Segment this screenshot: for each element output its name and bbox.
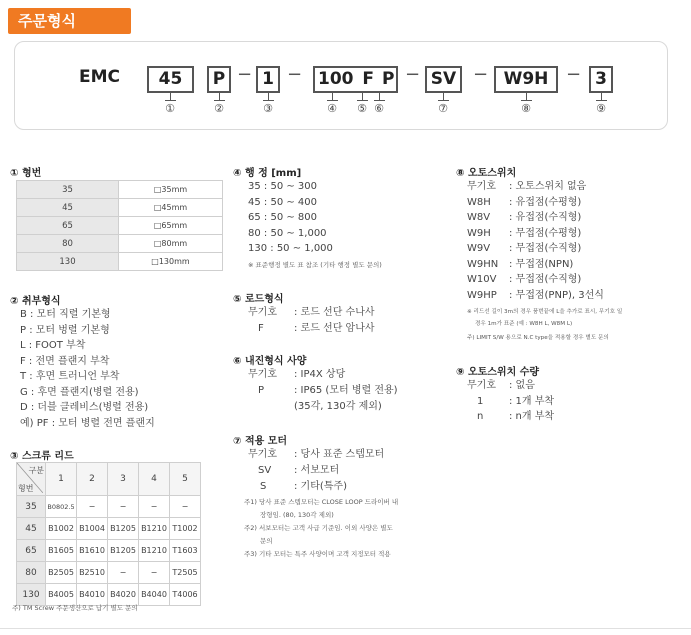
- cell: T1603: [170, 540, 201, 562]
- list-item: L : FOOT 부착: [20, 340, 86, 351]
- code-part-stroke: 100: [318, 69, 354, 89]
- marker-9: ⑨: [596, 102, 606, 115]
- row-key: 130: [17, 584, 46, 606]
- list-item: 65 : 50 ∼ 800: [248, 212, 317, 223]
- list-item: 35 : 50 ∼ 300: [248, 181, 317, 192]
- cell: B0802.5: [46, 496, 77, 518]
- code-part-protection: P: [381, 69, 395, 89]
- size-key: 35: [17, 181, 119, 199]
- list-item: W8H : 유접점(수평형): [467, 196, 582, 208]
- cell: B2510: [77, 562, 108, 584]
- code-prefix: EMC: [79, 67, 121, 87]
- row-key: 35: [17, 496, 46, 518]
- list-item: F : 로드 선단 암나사: [258, 323, 375, 334]
- list-item: G : 후면 플랜지(병렬 전용): [20, 386, 139, 398]
- list-item: 45 : 50 ∼ 400: [248, 196, 317, 208]
- cell: −: [77, 496, 108, 518]
- motor-list: [248, 447, 384, 495]
- motor-heading: ⑦ 적용 모터: [233, 436, 288, 447]
- protection-heading: ⑥ 내진형식 사양: [233, 356, 307, 367]
- cell: −: [108, 562, 139, 584]
- list-item: 예) PF : 모터 병렬 전면 플랜지: [20, 417, 155, 429]
- lead-note: 주) TM Screw 주문생산으로 납기 별도 문의: [12, 604, 138, 612]
- cell: B4040: [139, 584, 170, 606]
- cell: B4010: [77, 584, 108, 606]
- motor-notes: [244, 496, 398, 561]
- list-item: n : n개 부착: [477, 411, 555, 422]
- marker-8: ⑧: [521, 102, 531, 115]
- code-part-motor: SV: [425, 66, 462, 93]
- note-line: 주3) 기타 모터는 특주 사양이며 고객 지정모터 적용: [244, 550, 391, 558]
- section-title: 주문형식: [8, 8, 131, 34]
- lead-table: [16, 462, 201, 606]
- size-table: [16, 180, 223, 271]
- list-item: T : 후면 트러니언 부착: [20, 371, 120, 382]
- list-item: W9V : 무접점(수직형): [467, 243, 582, 254]
- table-header-row: [17, 463, 201, 496]
- note-line: 주2) 서보모터는 고객 사급 기준임. 이외 사양은 별도: [244, 524, 393, 532]
- list-item: P : 모터 벙렬 기본형: [20, 324, 110, 336]
- list-item: 무기호 : 로드 선단 수나사: [248, 307, 375, 318]
- protection-list: [248, 367, 398, 415]
- cell: B1004: [77, 518, 108, 540]
- stroke-note: ※ 표준행정 별도 표 참조 (기타 행정 별도 문의): [248, 261, 382, 269]
- corner-cell: [17, 463, 46, 496]
- cell: T1002: [170, 518, 201, 540]
- cell: −: [108, 496, 139, 518]
- cell: B1205: [108, 518, 139, 540]
- lead-heading: ③ 스크류 리드: [10, 451, 74, 462]
- table-row: [17, 518, 201, 540]
- cell: B1205: [108, 540, 139, 562]
- code-dash: −: [405, 64, 421, 85]
- cell: −: [170, 496, 201, 518]
- switch-qty-heading: ⑨ 오토스위치 수량: [456, 367, 540, 378]
- cell: T4006: [170, 584, 201, 606]
- cell: B1210: [139, 540, 170, 562]
- note-line: 장형임. (80, 130각 제외): [260, 511, 334, 519]
- table-row: [17, 496, 201, 518]
- col-header: 1: [46, 463, 77, 496]
- row-key: 65: [17, 540, 46, 562]
- bottom-divider: [0, 628, 691, 629]
- switch-qty-list: [467, 378, 554, 425]
- size-key: 80: [17, 235, 119, 253]
- size-key: 45: [17, 199, 119, 217]
- corner-top: 구분: [28, 466, 44, 475]
- rod-list: [248, 305, 375, 337]
- row-key: 80: [17, 562, 46, 584]
- table-row: [17, 235, 223, 253]
- switch-list: [467, 179, 604, 303]
- size-value: □35mm: [119, 181, 223, 199]
- col-header: 4: [139, 463, 170, 496]
- corner-bottom: 형번: [18, 484, 34, 493]
- marker-3: ③: [263, 102, 273, 115]
- table-row: [17, 199, 223, 217]
- size-key: 130: [17, 253, 119, 271]
- code-part-stroke-group: [313, 66, 398, 93]
- cell: B1605: [46, 540, 77, 562]
- stroke-list: [248, 179, 333, 257]
- table-row: [17, 540, 201, 562]
- marker-1: ①: [165, 102, 175, 115]
- list-item: (35각, 130각 제외): [294, 401, 382, 412]
- note-line: 주) LIMIT S/W 용으로 N.C type을 적용할 경우 별도 문의: [467, 335, 609, 341]
- table-row: [17, 217, 223, 235]
- col-header: 3: [108, 463, 139, 496]
- list-item: 130 : 50 ∼ 1,000: [248, 243, 333, 254]
- list-item: W9HN : 무접점(NPN): [467, 258, 574, 270]
- size-value: □65mm: [119, 217, 223, 235]
- note-line: 경우 1m가 표준 (예 : W8H L, W8M L): [475, 321, 573, 327]
- note-line: ※ 리드선 길이 3m의 경우 품번끝에 L을 추가로 표시, 무기호 일: [467, 309, 623, 315]
- order-code-box: [14, 41, 668, 130]
- code-dash: −: [237, 64, 253, 85]
- size-value: □45mm: [119, 199, 223, 217]
- code-part-lead: 1: [256, 66, 280, 93]
- code-part-switch-qty: 3: [589, 66, 613, 93]
- size-value: □130mm: [119, 253, 223, 271]
- table-row: [17, 253, 223, 271]
- code-dash: −: [473, 64, 489, 85]
- list-item: 80 : 50 ∼ 1,000: [248, 227, 327, 239]
- marker-5: ⑤: [357, 102, 367, 115]
- mount-heading: ② 취부형식: [10, 296, 61, 307]
- code-part-rod: F: [362, 69, 375, 89]
- list-item: 무기호 : 오토스위치 없음: [467, 181, 587, 192]
- table-row: [17, 181, 223, 199]
- cell: −: [139, 562, 170, 584]
- code-dash: −: [566, 64, 582, 85]
- list-item: D : 더블 클레비스(병렬 전용): [20, 402, 149, 413]
- list-item: 무기호 : 없음: [467, 380, 535, 391]
- cell: B1210: [139, 518, 170, 540]
- size-value: □80mm: [119, 235, 223, 253]
- mount-list: [20, 307, 155, 431]
- marker-4: ④: [327, 102, 337, 115]
- list-item: W9H : 무접점(수평형): [467, 227, 582, 239]
- list-item: 1 : 1개 부착: [477, 395, 555, 407]
- switch-heading: ⑧ 오토스위치: [456, 168, 517, 179]
- cell: B4005: [46, 584, 77, 606]
- list-item: W8V : 유접점(수직형): [467, 212, 582, 223]
- code-part-mount: P: [207, 66, 231, 93]
- list-item: F : 전면 플랜지 부착: [20, 355, 110, 367]
- col-header: 5: [170, 463, 201, 496]
- list-item: SV : 서보모터: [258, 465, 340, 476]
- list-item: 무기호 : 당사 표준 스텝모터: [248, 449, 385, 460]
- size-key: 65: [17, 217, 119, 235]
- row-key: 45: [17, 518, 46, 540]
- list-item: 무기호 : IP4X 상당: [248, 369, 346, 380]
- marker-6: ⑥: [374, 102, 384, 115]
- cell: B4020: [108, 584, 139, 606]
- cell: −: [139, 496, 170, 518]
- col-header: 2: [77, 463, 108, 496]
- list-item: W9HP : 무접점(PNP), 3선식: [467, 289, 604, 301]
- size-heading: ① 형번: [10, 168, 42, 179]
- note-line: 주1) 당사 표준 스텝모터는 CLOSE LOOP 드라이버 내: [244, 498, 399, 506]
- cell: T2505: [170, 562, 201, 584]
- code-dash: −: [287, 64, 303, 85]
- marker-7: ⑦: [438, 102, 448, 115]
- note-line: 문의: [260, 537, 273, 545]
- list-item: B : 모터 직렬 기본형: [20, 309, 111, 320]
- marker-2: ②: [214, 102, 224, 115]
- stroke-heading: ④ 행 정 [mm]: [233, 168, 302, 179]
- cell: B1610: [77, 540, 108, 562]
- switch-notes: [467, 306, 622, 344]
- code-part-switch: W9H: [494, 66, 558, 93]
- cell: B2505: [46, 562, 77, 584]
- list-item: S : 기타(특주): [260, 481, 347, 492]
- list-item: P : IP65 (모터 병렬 전용): [258, 385, 398, 396]
- cell: B1002: [46, 518, 77, 540]
- list-item: W10V : 무접점(수직형): [467, 274, 582, 285]
- code-part-size: 45: [147, 66, 194, 93]
- table-row: [17, 562, 201, 584]
- rod-heading: ⑤ 로드형식: [233, 294, 284, 305]
